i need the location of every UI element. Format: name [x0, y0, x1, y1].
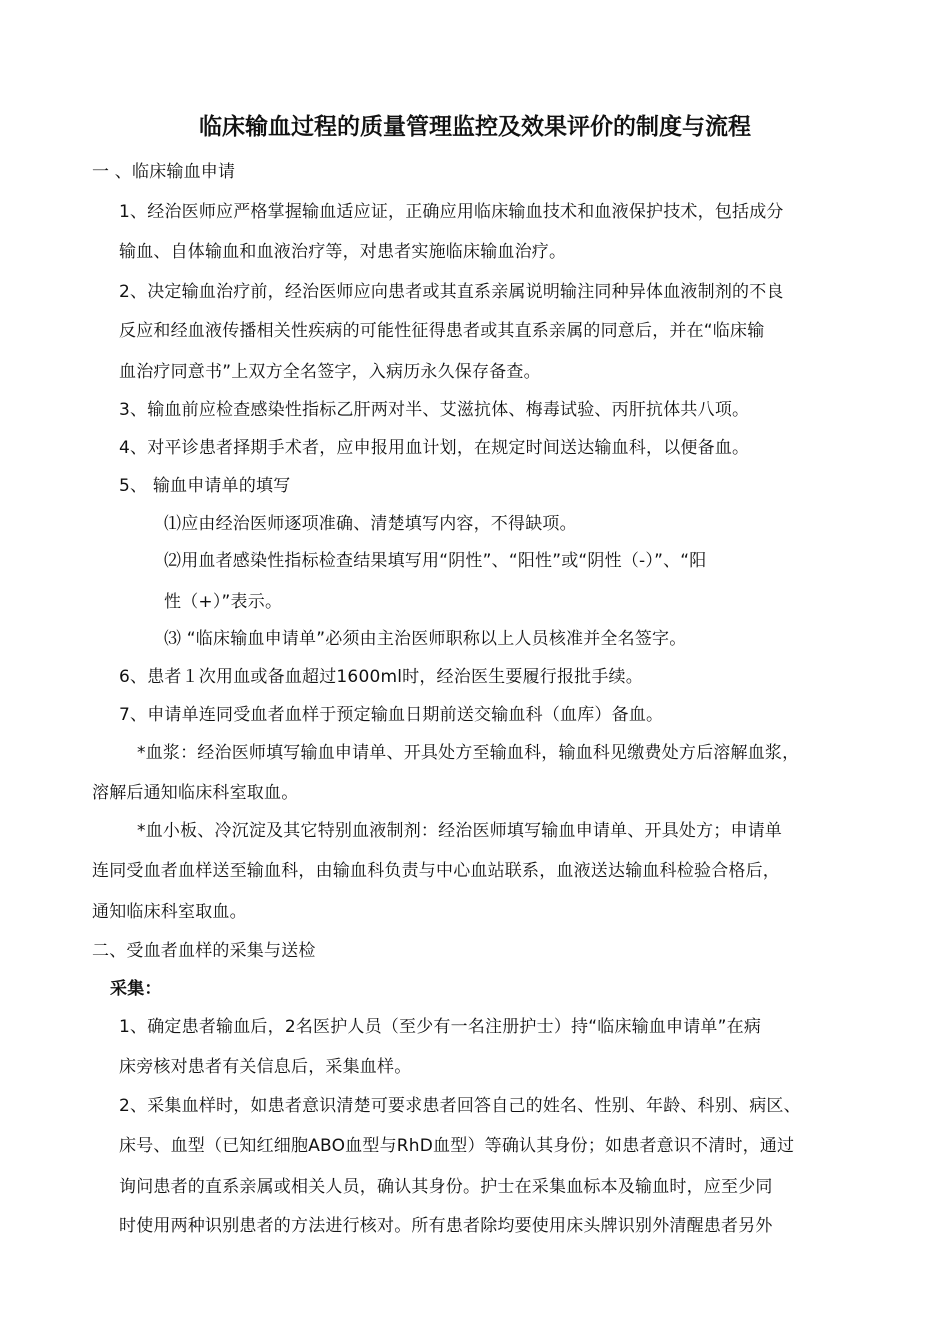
paragraph-line: 3、输血前应检查感染性指标乙肝两对半、艾滋抗体、梅毒试验、丙肝抗体共八项。 [119, 400, 750, 420]
paragraph-line: 2、采集血样时，如患者意识清楚可要求患者回答自己的姓名、性别、年龄、科别、病区、 [119, 1096, 801, 1116]
paragraph-line: 床旁核对患者有关信息后，采集血样。 [119, 1057, 412, 1077]
note-line: 连同受血者血样送至输血科，由输血科负责与中心血站联系，血液送达输血科检验合格后， [92, 861, 780, 881]
note-line: 溶解后通知临床科室取血。 [92, 783, 299, 803]
paragraph-line: 床号、血型（已知红细胞ABO血型与RhD血型）等确认其身份；如患者意识不清时，通过 [119, 1136, 795, 1156]
paragraph-line: 6、患者１次用血或备血超过1600ml时，经治医生要履行报批手续。 [119, 667, 643, 687]
section-heading-1: 一 、临床输血申请 [92, 162, 236, 182]
paragraph-line: 7、申请单连同受血者血样于预定输血日期前送交输血科（血库）备血。 [119, 705, 664, 725]
document-title: 临床输血过程的质量管理监控及效果评价的制度与流程 [199, 114, 751, 140]
paragraph-line: 1、确定患者输血后，2名医护人员（至少有一名注册护士）持“临床输血申请单”在病 [119, 1017, 762, 1037]
paragraph-line: 2、决定输血治疗前，经治医师应向患者或其直系亲属说明输注同种异体血液制剂的不良 [119, 282, 784, 302]
note-line: 通知临床科室取血。 [92, 902, 247, 922]
paragraph-line: 时使用两种识别患者的方法进行核对。所有患者除均要使用床头牌识别外清醒患者另外 [119, 1216, 773, 1236]
paragraph-line: 输血、自体输血和血液治疗等，对患者实施临床输血治疗。 [119, 242, 567, 262]
list-item: 性（+）”表示。 [164, 592, 283, 612]
paragraph-line: 反应和经血液传播相关性疾病的可能性征得患者或其直系亲属的同意后，并在“临床输 [119, 321, 765, 341]
list-item: ⑴应由经治医师逐项准确、清楚填写内容，不得缺项。 [164, 514, 577, 534]
note-line: *血小板、冷沉淀及其它特别血液制剂：经治医师填写输血申请单、开具处方；申请单 [137, 821, 783, 841]
paragraph-line: 询问患者的直系亲属或相关人员，确认其身份。护士在采集血标本及输血时，应至少同 [119, 1177, 773, 1197]
note-line: *血浆：经治医师填写输血申请单、开具处方至输血科，输血科见缴费处方后溶解血浆， [137, 743, 800, 763]
paragraph-line: 1、经治医师应严格掌握输血适应证，正确应用临床输血技术和血液保护技术，包括成分 [119, 202, 784, 222]
subheading: 采集： [110, 979, 162, 999]
paragraph-line: 4、对平诊患者择期手术者，应申报用血计划，在规定时间送达输血科，以便备血。 [119, 438, 750, 458]
list-item: ⑵用血者感染性指标检查结果填写用“阴性”、“阳性”或“阴性（-）”、“阳 [164, 551, 707, 571]
list-item: ⑶ “临床输血申请单”必须由主治医师职称以上人员核准并全名签字。 [164, 629, 687, 649]
paragraph-line: 血治疗同意书”上双方全名签字，入病历永久保存备查。 [119, 362, 541, 382]
section-heading-2: 二、受血者血样的采集与送检 [92, 941, 316, 961]
paragraph-line: 5、 输血申请单的填写 [119, 476, 291, 496]
